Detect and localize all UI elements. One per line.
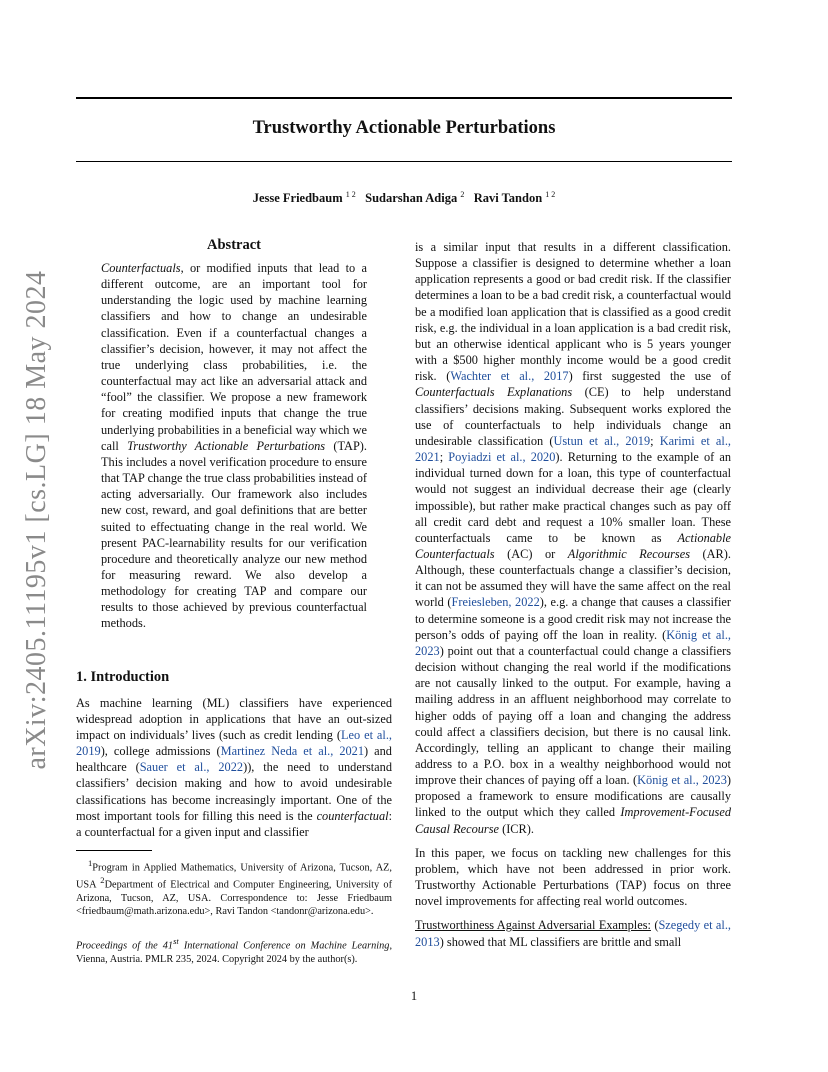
author-list bbox=[76, 190, 732, 206]
text-run: is a similar input that results in a different classification. Suppose a classifier is designed to determine whether a loan application represents a good or bad credit risk. If the classifier determines a loan to be a bad credit risk, a counterfactual would be a modified loan application that is classified as a good credit risk, e.g. the individual in a loan application is a bad credit risk, but an otherwise identical applicant who is 5 years younger with a $500 higher monthly income would be a good credit risk. ( bbox=[415, 240, 732, 384]
footnote-marker: 2 bbox=[100, 875, 105, 886]
text-run: ) proposed a framework to ensure modifications are causally linked to the output which they called bbox=[415, 773, 732, 820]
paragraph-label: Trustworthiness Against Adversarial Examples: bbox=[415, 918, 651, 933]
term: Improvement-Focused Causal Recourse bbox=[415, 805, 731, 836]
term: counterfactual bbox=[316, 808, 389, 823]
left-column bbox=[76, 236, 392, 966]
text-run: (CE) to help understand classifiers’ decisions making. Subsequent works explored the use of counterfactuals to help individuals change an undesirable classification ( bbox=[415, 385, 731, 448]
footnote-rule bbox=[76, 850, 152, 851]
term: Actionable Counterfactuals bbox=[415, 530, 731, 561]
term: Counterfactuals Explanations bbox=[415, 385, 573, 400]
citation-link[interactable]: Freiesleben, 2022 bbox=[451, 595, 540, 610]
footnote-text: Program in Applied Mathematics, University of Arizona, Tucson, AZ, USA bbox=[76, 862, 392, 891]
top-rule bbox=[76, 97, 732, 99]
section-heading-introduction: 1. Introduction bbox=[76, 668, 170, 685]
citation-link[interactable]: König et al., 2023 bbox=[637, 773, 727, 788]
abstract-text bbox=[101, 260, 367, 632]
author-affiliation: 2 bbox=[460, 190, 465, 199]
text-run: As machine learning (ML) classifiers have experienced widespread adoption in applications that have an out-sized impact on individuals’ lives (such as credit lending ( bbox=[76, 695, 392, 742]
text-run: ( bbox=[650, 918, 659, 933]
citation-link[interactable]: Martinez Neda et al., 2021 bbox=[220, 744, 365, 759]
abstract-heading: Abstract bbox=[207, 237, 261, 253]
citation-link[interactable]: Szegedy et al., 2013 bbox=[415, 918, 731, 949]
text-run: ), e.g. a change that causes a classifier to determine someone is a good credit risk may not increase the person’s odds of paying off the loan in reality. ( bbox=[415, 595, 731, 642]
author-affiliation: 1 2 bbox=[545, 190, 556, 199]
author-name: Sudarshan Adiga bbox=[365, 191, 458, 206]
text-run: (AR). Although, these counterfactuals change a classifier’s decision, it can not be assumed they will have the same affect on the real world ( bbox=[415, 546, 731, 610]
body-paragraph: In this paper, we focus on tackling new challenges for this problem, which have not been addressed in prior work. Trustworthy Actionable Perturbations (TAP) focus on three novel improvements for affecting real world outcomes. bbox=[415, 845, 731, 909]
author-affiliation: 1 2 bbox=[345, 190, 356, 199]
citation-link[interactable]: Poyiadzi et al., 2020 bbox=[448, 450, 556, 465]
citation-link[interactable]: Karimi et al., 2021 bbox=[415, 433, 731, 465]
text-run: ) first suggested the use of bbox=[568, 369, 731, 384]
paper-title: Trustworthy Actionable Perturbations bbox=[252, 118, 556, 138]
text-run: ) showed that ML classifiers are brittle and small bbox=[439, 934, 682, 949]
proceedings-ordinal: 41 bbox=[162, 940, 174, 952]
right-column bbox=[415, 239, 731, 950]
text-run: ) point out that a counterfactual could change a classifiers decision without changing the real world if the modifications are not causally linked to the output. For example, having a mailing address in an affluent neighborhood may correlate to higher odds of paying off a loan and changing the address could affect a classifiers decision, but there is no causal link. Accordingly, telling an applicant to change their mailing address to a P.O. box in a wealthy neighborhood would not improve their chances of paying off a loan. ( bbox=[415, 643, 731, 788]
abstract-text-part: (TAP). This includes a novel verification procedure to ensure that TAP change the true class probabilities instead of acting adversarially. Our framework also includes new cost, reward, and goal definitions that are better suited to effectuating change in the real world. We present PAC-learnability results for our verification procedure and theoretically analyze our new method for measuring reward. We also develop a methodology for creating TAP and compare our results to those achieved by previous counterfactual methods. bbox=[101, 438, 368, 631]
abstract-term: Counterfactuals bbox=[101, 261, 181, 275]
term: Algorithmic Recourses bbox=[567, 546, 691, 561]
proceedings-text: International Conference on Machine Learning bbox=[178, 940, 390, 952]
title-bottom-rule bbox=[76, 161, 732, 162]
citation-link[interactable]: Ustun et al., 2019 bbox=[553, 433, 651, 448]
footnote bbox=[76, 857, 392, 919]
text-run: (AC) or bbox=[494, 546, 568, 561]
text-run: ), college admissions ( bbox=[100, 744, 221, 759]
text-run: (ICR). bbox=[499, 821, 534, 836]
footnote-text: Department of Electrical and Computer Engineering, University of Arizona, Tucson, AZ, USA. Correspondence to: Jesse Friedbaum <friedbaum@math.arizona.edu>, Ravi Tandon <tandonr@arizona.edu>. bbox=[76, 879, 393, 918]
citation-link[interactable]: Sauer et al., 2022 bbox=[139, 760, 244, 775]
abstract-text-part: , or modified inputs that lead to a different outcome, are an important tool for understanding the logic used by machine learning classifiers and how to change an undesirable classification. Even if a counterfactual changes a classifier’s decision, however, it may not affect the true underlying class probabilities, i.e. the counterfactual may act like an adversarial attack and “fool” the classifier. We propose a new framework for creating modified inputs that change the true underlying probabilities in a beneficial way which we call bbox=[101, 261, 367, 453]
text-run: ). Returning to the example of an individual turned down for a loan, this type of counterfactual would not suggest an individual decrease their age (clearly impossible), but rather make practical changes such as pay off all credit card debt and request a 10% smaller loan. These counterfactuals came to be known as bbox=[415, 450, 731, 545]
proceedings-text: , Vienna, Austria. PMLR 235, 2024. Copyright 2024 by the author(s). bbox=[76, 940, 393, 966]
text-run: )), the need to understand classifiers’ decision making and how to avoid undesirable classifications has become increasingly important. One of the most important tools for filling this need is the bbox=[76, 760, 392, 823]
body-paragraph bbox=[415, 917, 731, 949]
abstract-term: Trustworthy Actionable Perturbations bbox=[127, 438, 326, 453]
citation-link[interactable]: Leo et al., 2019 bbox=[76, 727, 392, 759]
text-run: ; bbox=[439, 450, 449, 465]
proceedings-note bbox=[76, 935, 392, 966]
text-run: ; bbox=[650, 433, 660, 448]
footnote-marker: 1 bbox=[88, 857, 93, 868]
citation-link[interactable]: Wachter et al., 2017 bbox=[450, 369, 569, 384]
arxiv-identifier bbox=[0, 0, 70, 1072]
proceedings-text: Proceedings of the bbox=[76, 940, 163, 952]
citation-link[interactable]: König et al., 2023 bbox=[415, 627, 731, 658]
page-number: 1 bbox=[410, 989, 418, 1003]
text-run: : a counterfactual for a given input and classifier bbox=[76, 808, 392, 839]
author-name: Ravi Tandon bbox=[473, 191, 543, 206]
intro-paragraph bbox=[76, 695, 392, 840]
author-name: Jesse Friedbaum bbox=[252, 191, 343, 206]
proceedings-ordinal-suffix: st bbox=[173, 936, 179, 947]
body-paragraph bbox=[415, 239, 731, 837]
arxiv-identifier-text: arXiv:2405.11195v1 [cs.LG] 18 May 2024 bbox=[21, 270, 52, 770]
text-run: ) and healthcare ( bbox=[76, 744, 392, 775]
